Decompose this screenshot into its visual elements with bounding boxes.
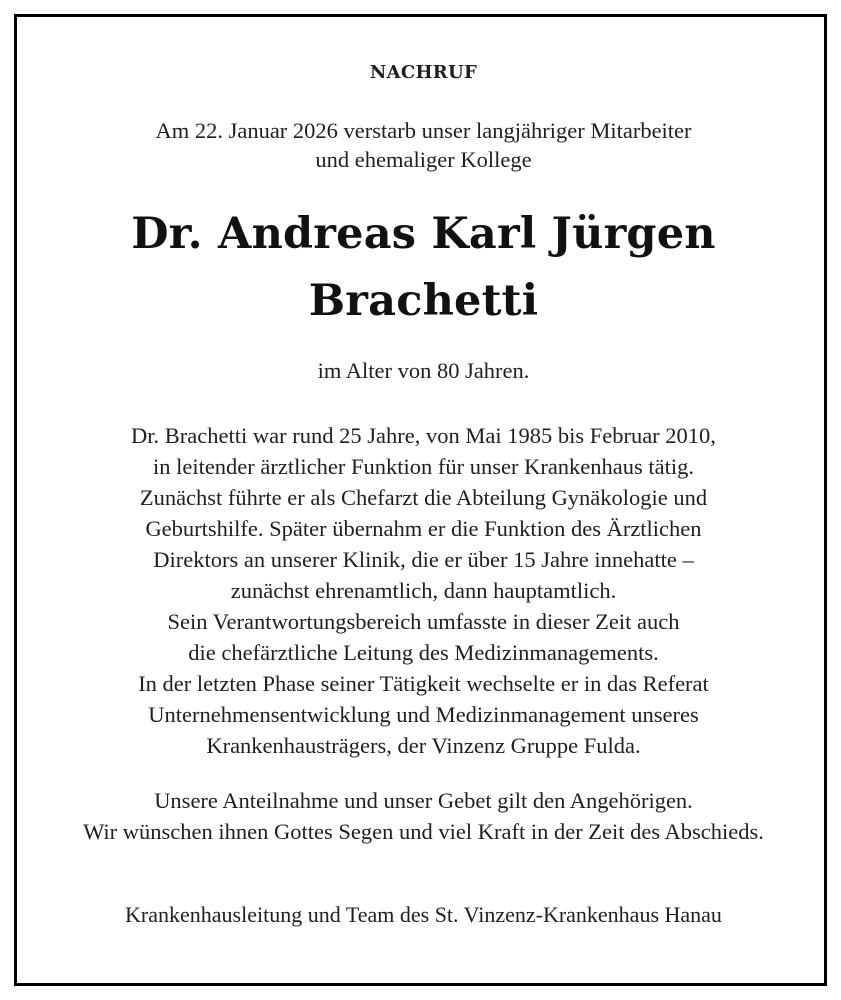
bio-line: Sein Verantwortungsbereich umfasste in dieser Zeit auch (167, 609, 680, 634)
bio-line: Dr. Brachetti war rund 25 Jahre, von Mai 1985 bis Februar 2010, (131, 423, 716, 448)
bio-line: Geburtshilfe. Später übernahm er die Funktion des Ärztlichen (145, 516, 702, 541)
intro-line-1: Am 22. Januar 2026 verstarb unser langjähriger Mitarbeiter (155, 118, 692, 143)
bio-line: Direktors an unserer Klinik, die er über 15 Jahre innehatte – (153, 547, 694, 572)
bio-line: In der letzten Phase seiner Tätigkeit wechselte er in das Referat (138, 671, 709, 696)
signature: Krankenhausleitung und Team des St. Vinzenz-Krankenhaus Hanau (125, 902, 722, 927)
bio-line: in leitender ärztlicher Funktion für unser Krankenhaus tätig. (152, 454, 695, 479)
bio-line: Krankenhausträgers, der Vinzenz Gruppe Fulda. (206, 733, 641, 758)
deceased-name-line-2: Brachetti (308, 276, 539, 326)
intro-line-2: und ehemaliger Kollege (315, 147, 532, 172)
condolence-line-2: Wir wünschen ihnen Gottes Segen und viel Kraft in der Zeit des Abschieds. (83, 819, 764, 844)
age-line: im Alter von 80 Jahren. (317, 358, 530, 383)
bio-line: die chefärztliche Leitung des Medizinmanagements. (188, 640, 659, 665)
deceased-name-line-1: Dr. Andreas Karl Jürgen (131, 209, 716, 259)
condolence-line-1: Unsere Anteilnahme und unser Gebet gilt den Angehörigen. (154, 788, 693, 813)
bio-line: zunächst ehrenamtlich, dann hauptamtlich. (230, 578, 617, 603)
heading: NACHRUF (369, 62, 478, 83)
bio-line: Unternehmensentwicklung und Medizinmanagement unseres (148, 702, 699, 727)
obituary-frame (14, 14, 827, 986)
bio-line: Zunächst führte er als Chefarzt die Abteilung Gynäkologie und (139, 485, 708, 510)
